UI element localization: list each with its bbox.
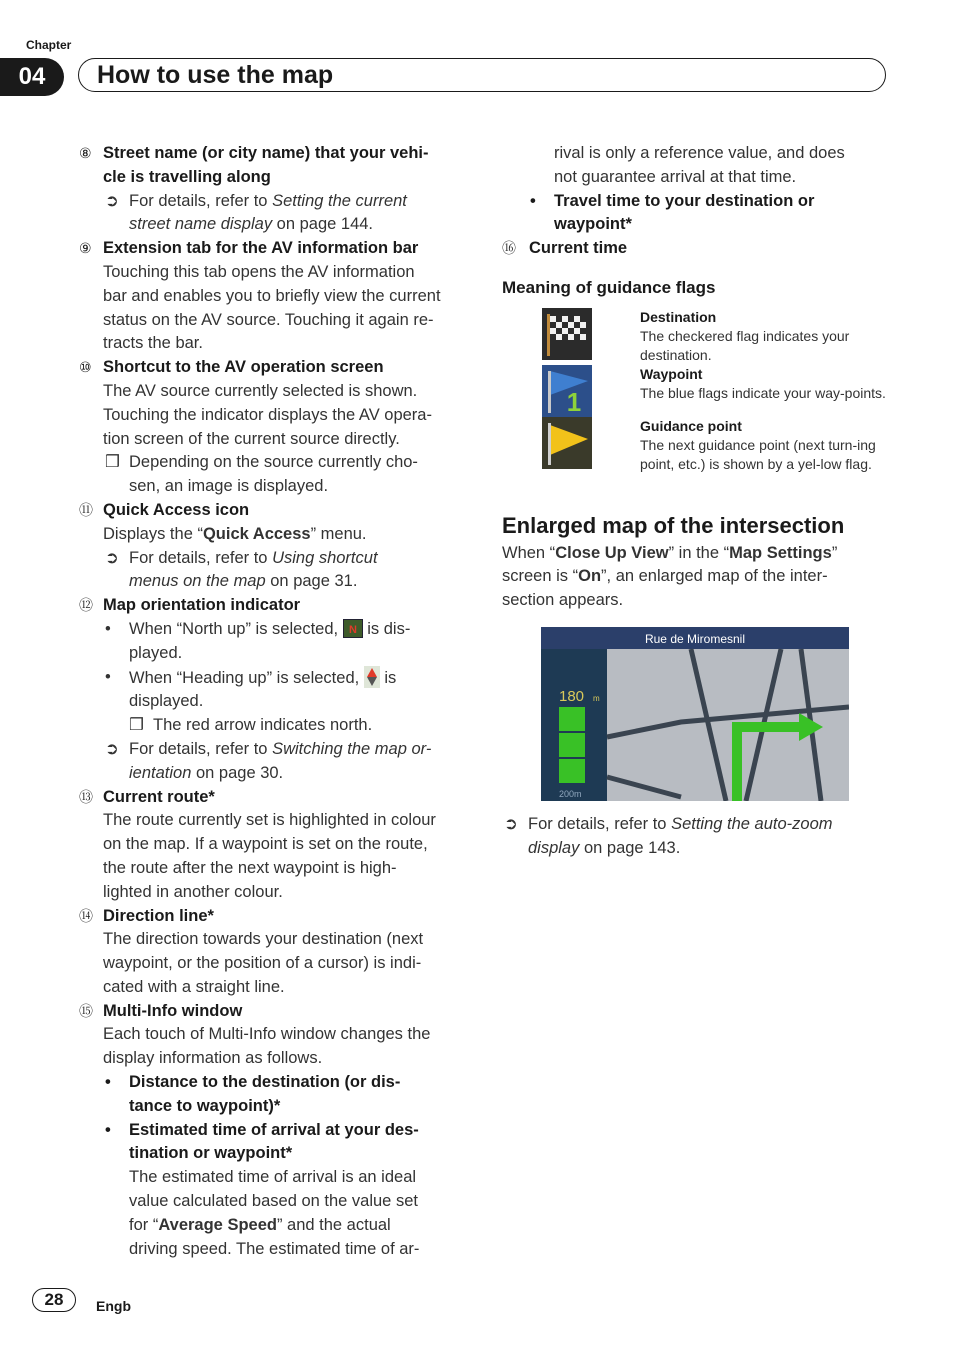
item-number: ⑩ [79,359,92,376]
item-description: The AV source currently selected is shown. Touching the indicator displays the AV opera- tion screen of the current source directly. [103,381,432,448]
item-description: Displays the “Quick Access” menu. [103,524,367,543]
item-number: ⑧ [79,145,92,161]
bullet-icon: • [105,1120,111,1139]
street-name-label: Rue de Miromesnil [644,631,746,646]
page-number: 28 [32,1288,76,1312]
flag-title: Guidance point [640,417,742,434]
item-title: Map orientation indicator [103,596,301,615]
item-title: Extension tab for the AV information bar [103,239,419,258]
note: ❒ Depending on the source currently cho- sen, an image is displayed. [105,453,418,496]
item-number: ⑪ [79,501,93,518]
item-number: ⑮ [79,1002,93,1019]
flag-row-waypoint [502,365,894,417]
list-item [76,1000,466,1262]
arrow-icon: ➲ [105,191,119,210]
bullet-icon: • [530,191,536,210]
list-item [502,237,894,261]
svg-text:1: 1 [566,386,582,417]
bullet-item: • Travel time to your destination or waypoint* [530,191,815,234]
intersection-map-image [541,627,849,801]
north-up-icon [343,619,363,638]
item-number: ⑬ [79,788,93,805]
bullet-item: • Distance to the destination (or dis- tance to waypoint)* [105,1073,401,1115]
list-item [76,594,466,785]
list-item [76,499,466,594]
item-title: Shortcut to the AV operation screen [103,358,384,377]
reference-note: ➲ For details, refer to Switching the map or- ientation on page 30. [105,739,432,782]
flag-description: The blue flags indicate your way-points. [640,384,886,401]
item-title: Quick Access icon [103,500,250,519]
list-item [76,786,466,905]
flag-description: The checkered flag indicates your destination. [640,327,850,363]
flags-heading: Meaning of guidance flags [502,277,716,297]
arrow-icon: ➲ [105,548,119,567]
bullet-item: • When “North up” is selected, N is dis- played. [105,619,411,662]
reference-note: ➲ For details, refer to Setting the auto-zoom display on page 143. [504,814,833,857]
item-number: ⑭ [79,907,93,924]
flag-title: Destination [640,308,717,325]
language-code: Engb [96,1298,131,1314]
continued-text: rival is only a reference value, and does not guarantee arrival at that time. [554,144,845,186]
flag-title: Waypoint [640,365,703,382]
item-description: The route currently set is highlighted in colour on the map. If a waypoint is set on the route, the route after the next waypoint is high- lighted in another colour. [103,811,436,901]
item-description: Touching this tab opens the AV information bar and enables you to briefly view the current status on the AV source. Touching it again re- tracts the bar. [103,262,441,353]
list-item [76,356,466,499]
checkered-flag-icon [542,308,592,360]
scale-label: 200m [559,788,582,799]
page-title: How to use the map [78,58,886,92]
item-title: Current route* [103,787,215,806]
arrow-icon: ➲ [105,739,119,758]
chapter-label: Chapter [26,38,72,52]
bullet-icon: • [105,619,111,638]
reference-note: ➲ For details, refer to Using shortcut menus on the map on page 31. [105,548,378,591]
svg-text:N: N [348,623,357,636]
item-number: ⑨ [79,240,92,257]
bullet-icon: • [105,1073,111,1092]
bullet-icon: • [105,667,111,686]
item-title: Direction line* [103,906,214,925]
list-item [76,142,466,237]
checkbox-icon: ❒ [105,453,120,472]
enlarged-map-description: When “Close Up View” in the “Map Settings” screen is “On”, an enlarged map of the inter- section appears. [502,543,838,610]
list-item [76,237,466,356]
right-column [502,142,894,861]
distance-unit: m [593,693,600,703]
enlarged-map-heading: Enlarged map of the intersection [502,512,845,538]
item-number: ⑯ [502,240,516,257]
left-column [76,142,466,1261]
yellow-flag-icon [542,417,592,469]
item-title: Street name (or city name) that your vehi- cle is travelling along [103,144,429,186]
bullet-item: • Estimated time of arrival at your des- tination or waypoint* [105,1120,419,1163]
item-title: Multi-Info window [103,1001,243,1020]
flag-row-guidance [502,417,894,474]
list-item [76,905,466,1000]
flag-row-destination [502,308,894,365]
arrow-icon: ➲ [504,814,518,833]
bullet-item: • When “Heading up” is selected, is displayed. [105,667,397,711]
item-description: The direction towards your destination (next waypoint, or the position of a cursor) is indi- cated with a straight line. [103,930,424,996]
blue-flag-icon [542,365,592,417]
flag-description: The next guidance point (next turn-ing point, etc.) is shown by a yel-low flag. [640,436,876,472]
bullet-description: The estimated time of arrival is an ideal value calculated based on the value set for “Average Speed” and the actual driving speed. The estimated time of ar- [129,1168,420,1258]
reference-note: ➲ For details, refer to Setting the current street name display on page 144. [105,191,407,234]
item-description: Each touch of Multi-Info window changes the display information as follows. [103,1025,431,1068]
heading-up-icon [364,666,380,688]
item-title: Current time [529,239,628,258]
chapter-number: 04 [0,58,64,96]
distance-label: 180 [559,687,585,705]
item-number: ⑫ [79,597,93,614]
checkbox-icon: ❒ [129,716,144,735]
note: ❒ The red arrow indicates north. [129,714,466,738]
